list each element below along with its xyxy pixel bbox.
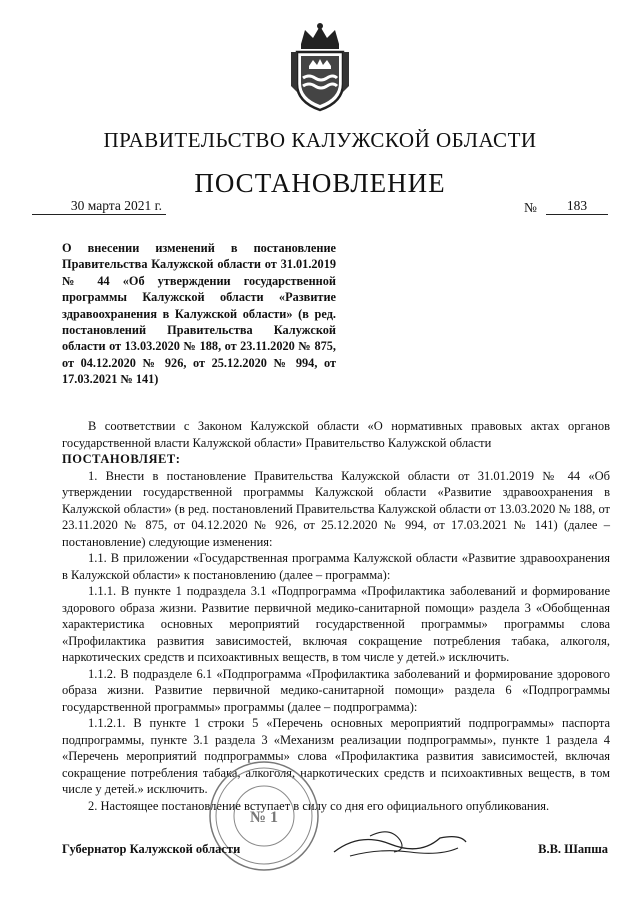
clause-1-1-2: 1.1.2. В подразделе 6.1 «Подпрограмма «Профилактика заболеваний и формирование здорового образа жизни. Развитие первичной медико-санитарной помощи» раздела 6 «Подпрограммы государственной программы» программы (далее – подпрограмма): bbox=[62, 666, 610, 714]
handwritten-signature bbox=[330, 822, 470, 866]
clause-2: 2. Настоящее постановление вступает в силу со дня его официального опубликования. bbox=[88, 798, 550, 813]
signatory-name: В.В. Шапша bbox=[538, 842, 608, 856]
decree-subject: О внесении изменений в постановление Правительства Калужской области от 31.01.2019 № 44 «Об утверждении государственной программы Калужской области «Развитие здравоохранения в Калужской области» (в ред. постановлений Правительства Калужской области от 13.03.2020 № 188, от 23.11.2020 № 875, от 04.12.2020 № 926, от 25.12.2020 № 994, от 17.03.2021 № 141) bbox=[62, 241, 336, 387]
coat-of-arms-emblem bbox=[287, 22, 353, 114]
seal-number: № 1 bbox=[249, 809, 279, 826]
clause-1-1: 1.1. В приложении «Государственная программа Калужской области «Развитие здравоохранения в Калужской области» к постановлению (далее – программа): bbox=[62, 551, 610, 582]
resolves-heading: ПОСТАНОВЛЯЕТ: bbox=[62, 452, 181, 466]
decree-date: 30 марта 2021 г. bbox=[32, 198, 166, 215]
decree-number: 183 bbox=[546, 198, 608, 215]
preamble-paragraph: В соответствии с Законом Калужской области «О нормативных правовых актах органов государственной власти Калужской области» Правительство Калужской области bbox=[62, 419, 610, 450]
clause-1-1-1: 1.1.1. В пункте 1 подраздела 3.1 «Подпрограмма «Профилактика заболеваний и формирование здорового образа жизни. Развитие первичной медико-санитарной помощи» раздела 3 «Обобщенная характеристика основных мероприятий государственной программы» программы слова «Профилактика развития зависимостей, включая сокращение потребления табака, алкоголя, наркотических средств и психоактивных веществ, в том числе у детей.» исключить. bbox=[62, 584, 610, 664]
decree-number-label: № bbox=[524, 200, 537, 215]
clause-1: 1. Внести в постановление Правительства Калужской области от 31.01.2019 № 44 «Об утверждении государственной программы Калужской области «Развитие здравоохранения в Калужской области» (в ред. постановлений Правительства Калужской области от 13.03.2020 № 188, от 23.11.2020 № 875, от 04.12.2020 № 926, от 25.12.2020 № 994, от 17.03.2021 № 141) (далее – постановление) следующие изменения: bbox=[62, 468, 610, 549]
government-title: ПРАВИТЕЛЬСТВО КАЛУЖСКОЙ ОБЛАСТИ bbox=[103, 128, 537, 152]
clause-1-1-2-1: 1.1.2.1. В пункте 1 строки 5 «Перечень основных мероприятий подпрограммы» паспорта подпрограммы, пункте 3.1 раздела 3 «Механизм реализации подпрограммы», пункте 1 раздела 4 «Перечень мероприятий подпрограммы» слова «Профилактика развития зависимостей, включая сокращение потребления табака, алкоголя, наркотических средств и психоактивных веществ, в том числе у детей.» исключить. bbox=[62, 716, 610, 796]
document-type-title: ПОСТАНОВЛЕНИЕ bbox=[194, 168, 446, 198]
decree-body bbox=[62, 418, 610, 814]
signatory-position: Губернатор Калужской области bbox=[62, 842, 241, 856]
